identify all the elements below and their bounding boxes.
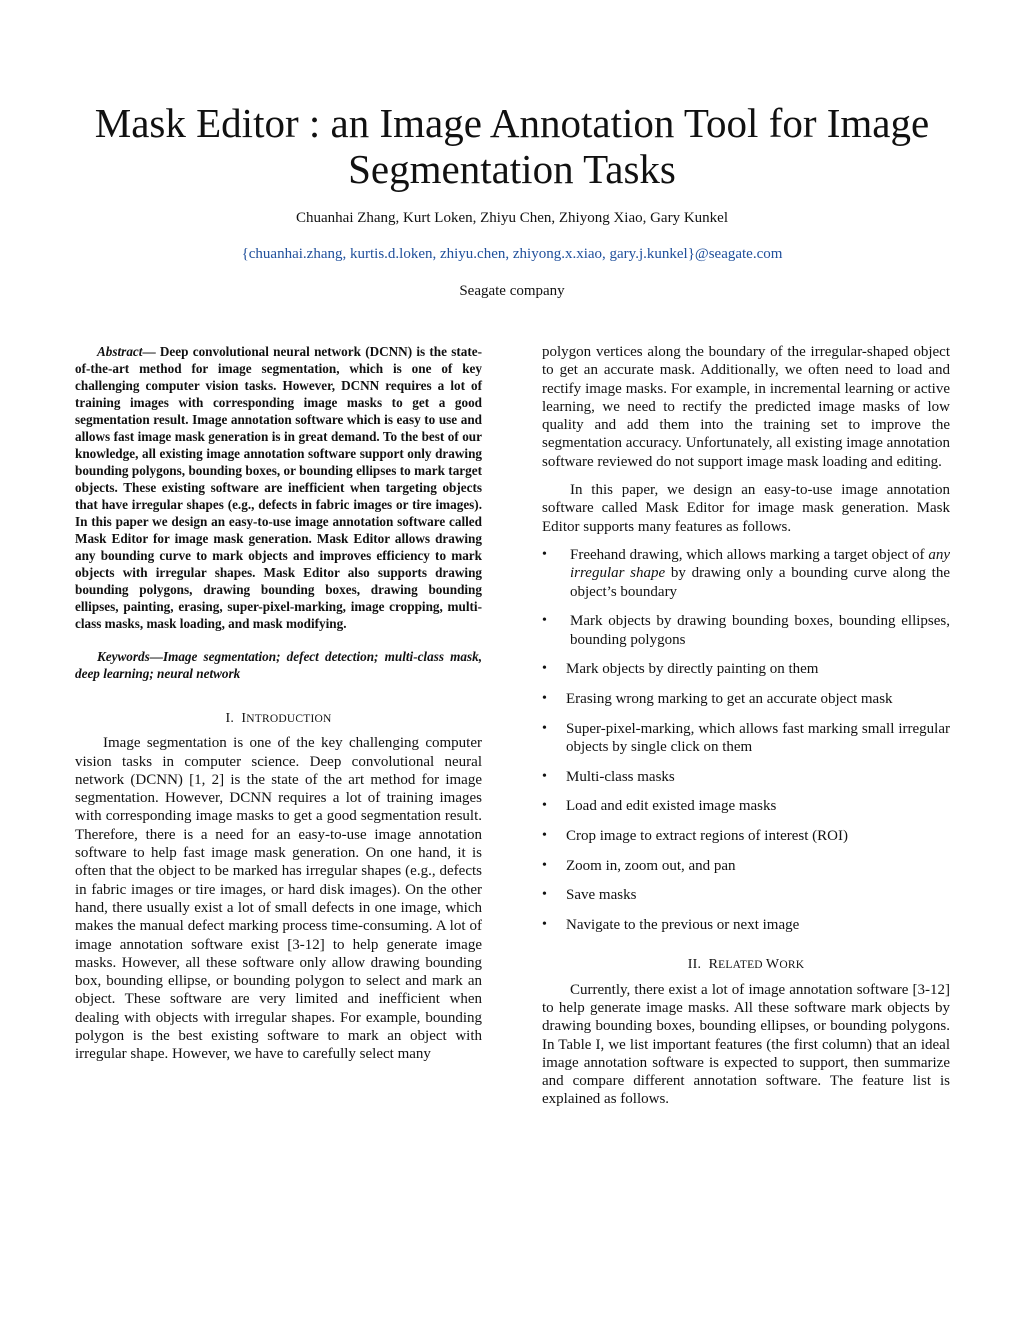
list-item (542, 857, 950, 875)
feature-list (542, 546, 950, 934)
section-first-letter: R (708, 957, 719, 973)
bullet: • (542, 827, 547, 843)
feature-text: Navigate to the previous or next image (566, 917, 800, 934)
section-title-rest: ORK (779, 959, 805, 972)
feature-text: Mark objects by directly painting on them (566, 661, 819, 678)
feature-text: by drawing only a bounding curve along the object’s boundary (570, 565, 951, 600)
design-paragraph: In this paper, we design an easy-to-use image annotation software called Mask Editor for image mask generation. Mask Editor supports many features as follows. (542, 482, 950, 535)
list-item (542, 546, 950, 601)
section-title-rest: ELATED (718, 959, 766, 972)
feature-text: Freehand drawing, which allows marking a target object of (570, 546, 929, 563)
keywords-text: Image segmentation; defect detection; multi-class mask, deep learning; neural network (75, 649, 482, 681)
feature-text: Multi-class masks (566, 768, 675, 785)
section-first-letter: I (241, 711, 247, 726)
abstract (75, 343, 482, 632)
section-number: II. (687, 957, 702, 973)
author-list: Chuanhai Zhang, Kurt Loken, Zhiyu Chen, Zhiyong Xiao, Gary Kunkel (296, 210, 728, 226)
section-first-letter: W (765, 957, 780, 973)
bullet: • (542, 661, 547, 677)
list-item (542, 797, 950, 815)
abstract-label: Abstract (97, 344, 143, 359)
bullet: • (542, 613, 547, 629)
right-column (542, 343, 950, 1109)
keywords-label: Keywords— (97, 649, 163, 664)
abstract-text: Deep convolutional neural network (DCNN) is the state-of-the-art method for image segmentation, which is one of key challenging computer vision tasks. However, DCNN requires a lot of training images with corresponding image masks to get a good segmentation result. Image annotation software which is easy to use and allows fast image mask generation is in great demand. To the best of our knowledge, all existing image annotation software support only drawing bounding polygons, bounding boxes, or bounding ellipses to mark target objects. These existing software are inefficient when targeting objects that have irregular shapes (e.g., defects in fabric images or tire images). In this paper we design an easy-to-use image annotation software called Mask Editor for image mask generation. Mask Editor allows drawing any bounding curve to mark objects and improves efficiency to mark objects with irregular shapes. Mask Editor also supports drawing bounding polygons, drawing bounding boxes, drawing bounding ellipses, painting, erasing, super-pixel-marking, image cropping, multi-class masks, mask loading, and mask modifying. (75, 344, 483, 631)
section-title-rest: NTRODUCTION (246, 713, 332, 725)
feature-text: Crop image to extract regions of interest (ROI) (566, 827, 848, 844)
introduction-paragraph: Image segmentation is one of the key challenging computer vision tasks in computer science. Deep convolutional neural network (DCNN) [1, 2] is the state of the art method for image segmentation. However, DCNN requires a lot of training images with corresponding image masks to get a good segmentation result. Therefore, there is a need for an easy-to-use image annotation software to help fast image mask generation. On one hand, it is often that the object to be marked has irregular shapes (e.g., defects in fabric images or tire images, or hard disk images). On the other hand, there usually exist a lot of small defects in one image, which makes the manual defect marking process time-consuming. A lot of image annotation software exist [3-12] to help generate image masks. However, all these software only allow drawing bounding box, bounding ellipse, or bounding polygon to select and mark an object. These software are very limited and inefficient when dealing with objects with irregular shapes. For example, bounding polygon is the best existing software to mark an object with irregular shape. However, we have to carefully select many (75, 735, 482, 1063)
bullet: • (542, 798, 547, 814)
keywords (75, 648, 482, 682)
section-heading-related-work (542, 956, 950, 974)
bullet: • (542, 887, 547, 903)
bullet: • (542, 768, 547, 784)
continuation-paragraph: polygon vertices along the boundary of the irregular-shaped object to get an accurate mask. Additionally, we often need to load and rectify image masks. For example, in incremental learning or active learning, we need to rectify the predicted image masks of low quality and add them into the training set to improve the segmentation accuracy. Unfortunately, all existing image annotation software reviewed do not support image mask loading and editing. (542, 344, 950, 470)
paper-title: Mask Editor : an Image Annotation Tool for Image Segmentation Tasks (94, 100, 930, 192)
bullet: • (542, 917, 547, 933)
bullet: • (542, 690, 547, 706)
abstract-dash: — (142, 344, 160, 359)
feature-text: Super-pixel-marking, which allows fast marking small irregular objects by single click on them (566, 720, 950, 755)
bullet: • (542, 546, 547, 562)
list-item (542, 690, 950, 708)
feature-text: Mark objects by drawing bounding boxes, bounding ellipses, bounding polygons (570, 613, 950, 648)
feature-text: Erasing wrong marking to get an accurate object mask (566, 690, 893, 707)
section-number: I. (225, 711, 235, 726)
feature-text: Zoom in, zoom out, and pan (566, 857, 736, 874)
affiliation: Seagate company (459, 283, 565, 299)
author-emails: {chuanhai.zhang, kurtis.d.loken, zhiyu.chen, zhiyong.x.xiao, gary.j.kunkel}@seagate.com (241, 246, 783, 262)
left-column (75, 343, 482, 1064)
feature-emphasis: any irregular shape (570, 546, 950, 582)
list-item (542, 827, 950, 845)
list-item (542, 886, 950, 904)
related-work-paragraph: Currently, there exist a lot of image annotation software [3-12] to help generate image masks. All these software mark objects by drawing bounding boxes, bounding ellipses, or bounding polygons. In Table I, we list important features (the first column) that an ideal image annotation software is expected to support, then summarize and compare different annotation software. The feature list is explained as follows. (542, 981, 950, 1108)
section-heading-introduction (75, 710, 482, 728)
list-item (542, 916, 950, 934)
bullet: • (542, 857, 547, 873)
feature-text: Save masks (566, 887, 637, 904)
bullet: • (542, 720, 547, 736)
feature-text: Load and edit existed image masks (566, 798, 777, 815)
list-item (542, 612, 950, 649)
list-item (542, 720, 950, 757)
list-item (542, 660, 950, 678)
list-item (542, 768, 950, 786)
